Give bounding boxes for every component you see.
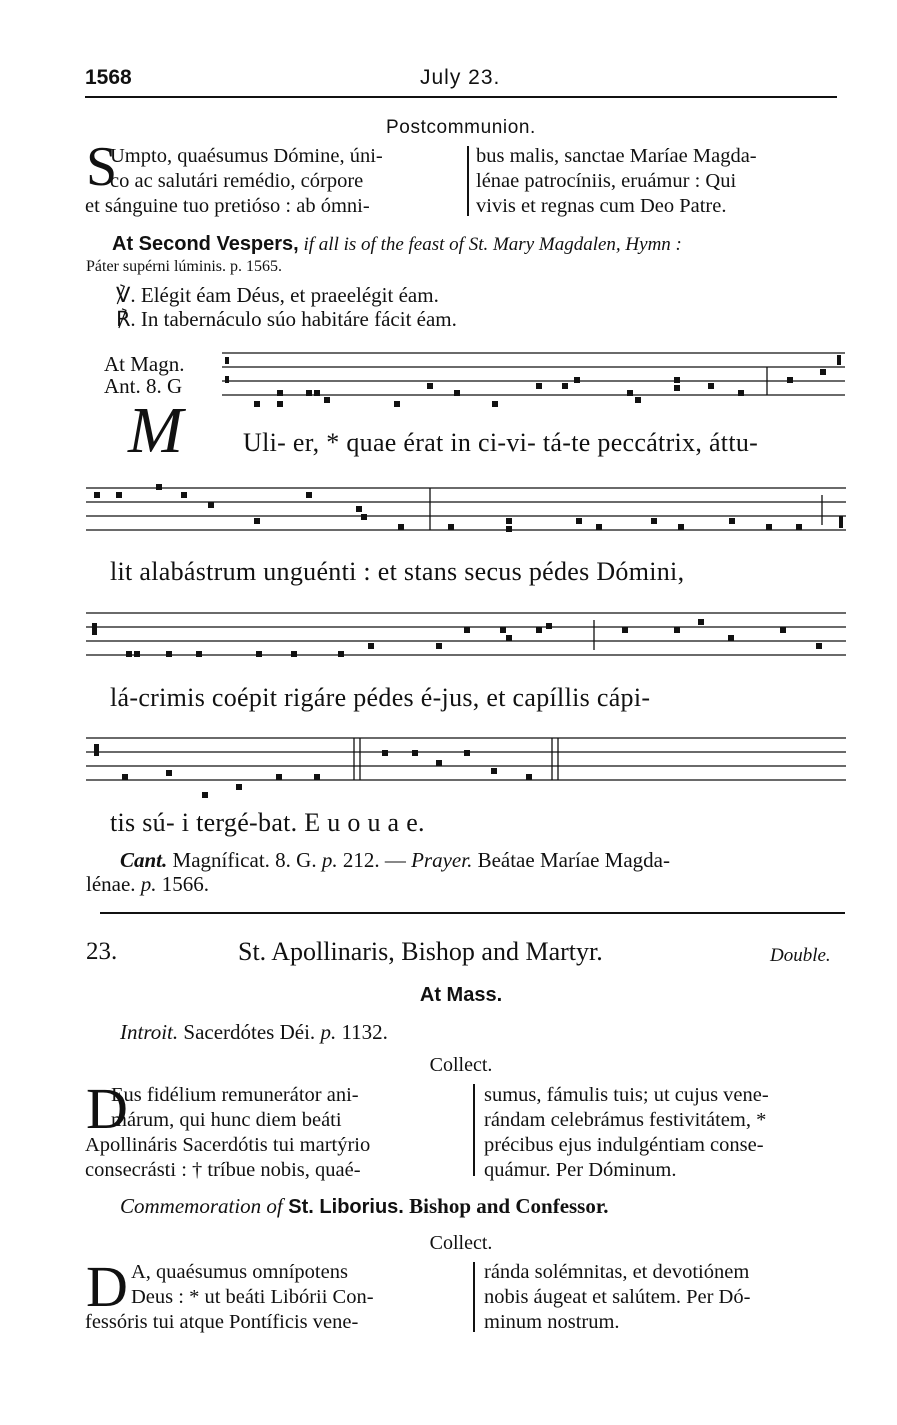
commemoration xyxy=(120,1194,609,1219)
hymn-reference: Páter supérni lúminis. p. 1565. xyxy=(86,258,282,275)
page-number: 1568 xyxy=(85,66,132,89)
text: p. xyxy=(321,848,338,872)
chant-staff-2 xyxy=(86,480,848,550)
text-line: minum nostrum. xyxy=(484,1311,620,1333)
text-line: vivis et regnas cum Deo Patre. xyxy=(476,195,727,217)
introit xyxy=(120,1020,388,1044)
feast-day: 23. xyxy=(86,938,118,965)
collect-2-dropcap: D xyxy=(86,1254,128,1319)
text-line: co ac salutári remédio, córpore xyxy=(110,170,364,192)
neumes xyxy=(94,484,843,532)
canticle-line-1 xyxy=(120,848,670,872)
postcommunion-left-column xyxy=(85,144,460,219)
response-text: In tabernáculo súo habitáre fácit éam. xyxy=(135,307,457,331)
clef-mark xyxy=(225,357,229,364)
text: Sacerdótes Déi. xyxy=(178,1020,321,1044)
text: 212. — xyxy=(337,848,412,872)
versicle-symbol: ℣. xyxy=(116,283,136,307)
text: Magníficat. 8. G. xyxy=(167,848,322,872)
running-title: July 23. xyxy=(420,66,501,89)
column-divider xyxy=(467,146,469,216)
text-line: lénae patrocíniis, eruámur : Qui xyxy=(476,170,737,192)
feast-title: St. Apollinaris, Bishop and Martyr. xyxy=(238,937,603,966)
feast-rank: Double. xyxy=(770,945,831,966)
collect-2-left-column xyxy=(85,1254,465,1335)
postcommunion-dropcap: S xyxy=(86,136,118,198)
text-line: fessóris tui atque Pontíficis vene- xyxy=(85,1311,359,1333)
canticle-line-2 xyxy=(86,872,209,896)
commemoration-label: Commemoration of xyxy=(120,1194,283,1218)
antiphon-label-1: At Magn. xyxy=(104,352,185,376)
mass-heading: At Mass. xyxy=(419,984,503,1006)
text-line: Umpto, quaésumus Dómine, úni- xyxy=(110,145,383,167)
text-line: précibus ejus indulgéntiam conse- xyxy=(484,1134,764,1156)
vespers-heading-bold: At Second Vespers, xyxy=(112,233,299,255)
postcommunion-heading: Postcommunion. xyxy=(386,117,536,138)
text-line: consecrásti : † tríbue nobis, quaé- xyxy=(85,1159,361,1181)
text-line: sumus, fámulis tuis; ut cujus vene- xyxy=(484,1084,769,1106)
section-rule xyxy=(100,912,845,914)
text-line: nobis áugeat et salútem. Per Dó- xyxy=(484,1286,751,1308)
cant-label: Cant. xyxy=(120,848,168,872)
postcommunion-right-column xyxy=(476,144,846,219)
lyric-line-4: tis sú- i tergé-bat. E u o u a e. xyxy=(110,808,425,837)
lyric-line-2: lit alabástrum unguénti : et stans secus pédes Dómini, xyxy=(110,557,685,586)
staff-lines xyxy=(222,353,845,395)
collect-2-heading: Collect. xyxy=(429,1232,493,1254)
prayer-label: Prayer. xyxy=(411,848,473,872)
text-line: Deus : * ut beáti Libórii Con- xyxy=(131,1286,374,1308)
staff-lines xyxy=(86,738,846,780)
text-line: rándam celebrámus festivitátem, * xyxy=(484,1109,767,1131)
antiphon-label-2: Ant. 8. G xyxy=(104,374,183,398)
antiphon-initial: M xyxy=(128,394,183,467)
column-divider xyxy=(473,1262,475,1332)
collect-right-column xyxy=(484,1083,848,1183)
text: p. xyxy=(320,1020,337,1044)
text-line: márum, qui hunc diem beáti xyxy=(111,1109,342,1131)
clef-mark xyxy=(225,376,229,383)
commemoration-name: St. Liborius. xyxy=(282,1196,404,1218)
text: Beátae Maríae Magda- xyxy=(472,848,670,872)
lyric-line-1: Uli- er, * quae érat in ci-vi- tá-te peccátrix, áttu- xyxy=(243,428,759,457)
chant-staff-4 xyxy=(86,730,848,810)
commemoration-rest: Bishop and Confessor. xyxy=(403,1194,609,1218)
chant-staff-1 xyxy=(222,345,847,415)
response xyxy=(116,307,457,331)
vespers-heading-italic: if all is of the feast of St. Mary Magdalen, Hymn : xyxy=(298,234,682,255)
text: p. xyxy=(140,872,157,896)
neumes xyxy=(92,619,822,657)
response-symbol: ℟. xyxy=(116,307,136,331)
lyric-line-3: lá-crimis coépit rigáre pédes é-jus, et capíllis cápi- xyxy=(110,683,651,712)
versicle xyxy=(116,283,439,307)
staff-lines xyxy=(86,613,846,655)
text-line: quámur. Per Dóminum. xyxy=(484,1159,677,1181)
column-divider xyxy=(473,1084,475,1176)
chant-staff-3 xyxy=(86,605,848,675)
text-line: A, quaésumus omnípotens xyxy=(131,1261,348,1283)
text: 1566. xyxy=(156,872,210,896)
text-line: bus malis, sanctae Maríae Magda- xyxy=(476,145,757,167)
introit-label: Introit. xyxy=(120,1020,179,1044)
collect-left-column xyxy=(85,1083,465,1183)
text: lénae. xyxy=(86,872,141,896)
text: 1132. xyxy=(336,1020,388,1044)
text-line: Apollináris Sacerdótis tui martýrio xyxy=(85,1134,371,1156)
collect-heading: Collect. xyxy=(429,1054,493,1076)
vespers-heading xyxy=(112,232,682,257)
text-line: Eus fidélium remunerátor ani- xyxy=(111,1084,359,1106)
text-line: et sánguine tuo pretióso : ab ómni- xyxy=(85,195,370,217)
header-rule xyxy=(85,96,837,98)
collect-dropcap: D xyxy=(86,1076,128,1141)
collect-2-right-column xyxy=(484,1260,848,1335)
versicle-text: Elégit éam Déus, et praeelégit éam. xyxy=(135,283,439,307)
text-line: ránda solémnitas, et devotiónem xyxy=(484,1261,750,1283)
